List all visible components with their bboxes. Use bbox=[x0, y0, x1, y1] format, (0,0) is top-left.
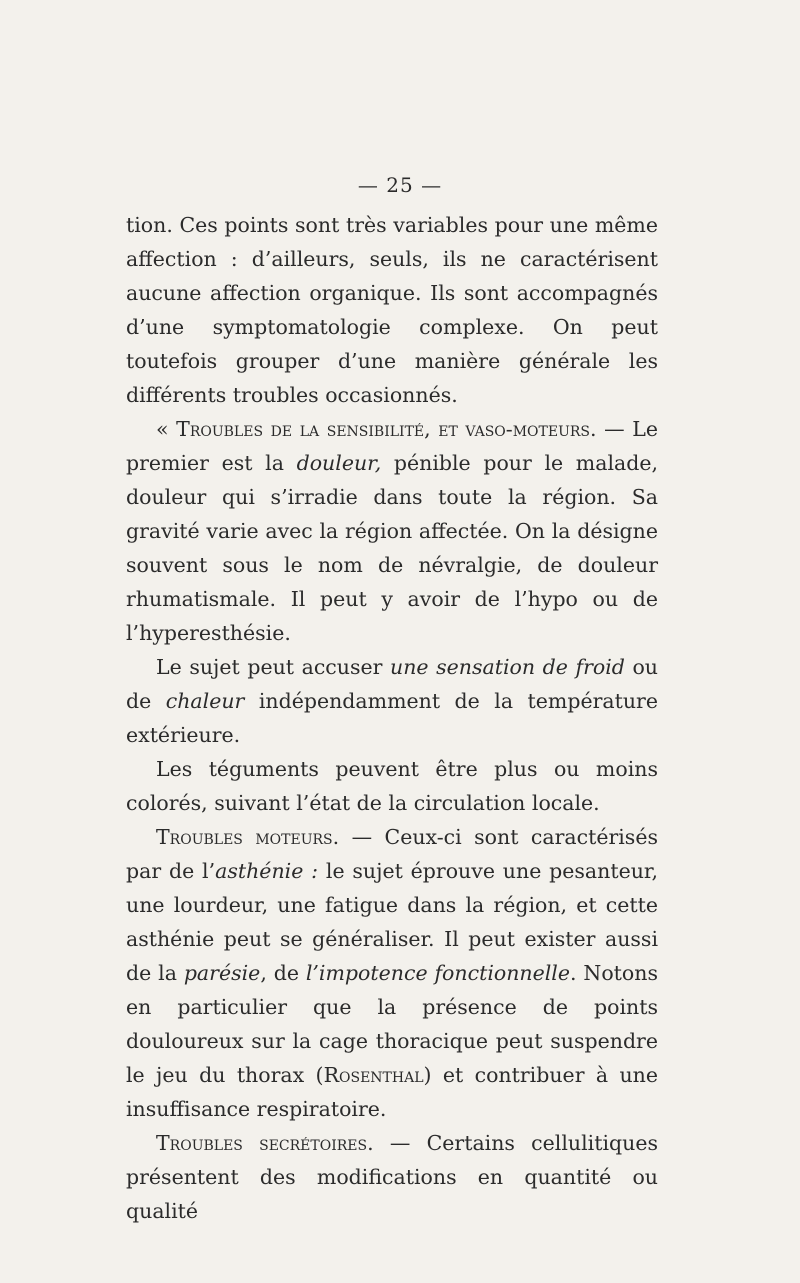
section-heading: « Troubles de la sensibilité, et vaso-moteurs. bbox=[156, 417, 597, 441]
page-body bbox=[126, 208, 658, 1228]
paragraph: Troubles secrétoires. — Certains cellulitiques présentent des modifications en quantité ou qualité bbox=[126, 1131, 658, 1223]
paragraph: Troubles moteurs. — Ceux-ci sont caractérisés par de l’asthénie : le sujet éprouve une pesanteur, une lourdeur, une fatigue dans la région, et cette asthénie peut se généraliser. Il peut exister aussi de la parésie, de l’impotence fonctionnelle. Notons en particulier que la présence de points douloureux sur la cage thoracique peut suspendre le jeu du thorax (Rosenthal) et contribuer à une insuffisance respiratoire. bbox=[126, 825, 658, 1121]
paragraph: Les téguments peuvent être plus ou moins colorés, suivant l’état de la circulation locale. bbox=[126, 757, 658, 815]
paragraph: tion. Ces points sont très variables pour une même affection : d’ailleurs, seuls, ils ne caractérisent aucune affection organique. Ils sont accompagnés d’une symptomatologie complexe. On peut toutefois grouper d’une manière générale les différents troubles occasionnés. bbox=[126, 213, 658, 407]
paragraph: « Troubles de la sensibilité, et vaso-moteurs. — Le premier est la douleur, pénible pour le malade, douleur qui s’irradie dans toute la région. Sa gravité varie avec la région affectée. On la désigne souvent sous le nom de névralgie, de douleur rhumatismale. Il peut y avoir de l’hypo ou de l’hyperesthésie. bbox=[126, 417, 659, 645]
paragraph: Le sujet peut accuser une sensation de froid ou de chaleur indépendamment de la température extérieure. bbox=[126, 655, 659, 747]
page-number: — 25 — bbox=[357, 173, 443, 197]
section-heading: Troubles moteurs. bbox=[156, 825, 340, 849]
section-heading: Troubles secrétoires. bbox=[156, 1131, 374, 1155]
